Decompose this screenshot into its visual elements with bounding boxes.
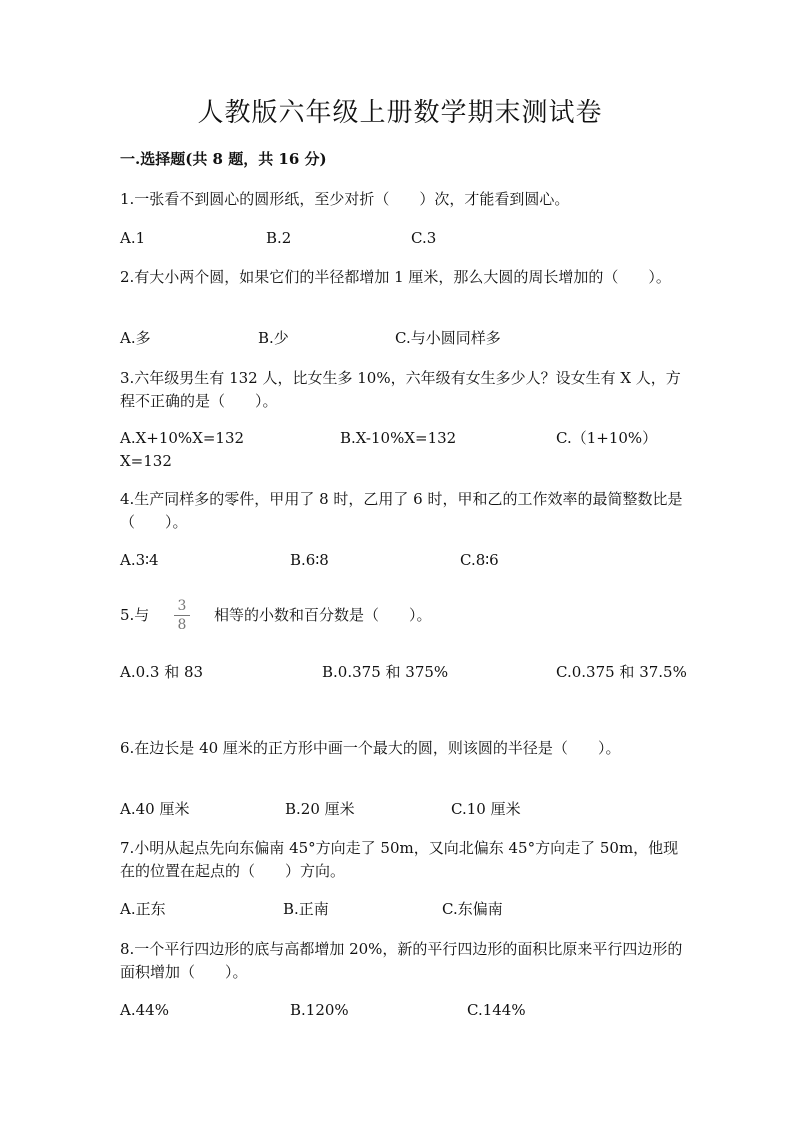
q4-option-b[interactable]: B.6∶8: [290, 551, 329, 569]
q4-option-a[interactable]: A.3∶4: [120, 551, 159, 569]
q1-option-b[interactable]: B.2: [266, 229, 292, 247]
question-7: 7.小明从起点先向东偏南 45°方向走了 50m，又向北偏东 45°方向走了 50m，他现在的位置在起点的（ ）方向。: [120, 839, 679, 880]
q8-option-b[interactable]: B.120%: [290, 1001, 349, 1019]
question-5-prefix: 5.与: [120, 606, 150, 624]
fraction-numerator: 3: [177, 598, 187, 614]
q6-option-a[interactable]: A.40 厘米: [120, 800, 190, 818]
question-6: 6.在边长是 40 厘米的正方形中画一个最大的圆，则该圆的半径是（ ）。: [120, 739, 621, 757]
q8-option-c[interactable]: C.144%: [467, 1001, 526, 1019]
fraction-three-eighths: [174, 598, 190, 633]
question-5-suffix: 相等的小数和百分数是（ ）。: [214, 606, 432, 624]
fraction-denominator: 8: [177, 617, 187, 633]
q2-option-c[interactable]: C.与小圆同样多: [395, 329, 501, 347]
q7-option-a[interactable]: A.正东: [120, 900, 166, 918]
question-3: 3.六年级男生有 132 人，比女生多 10%，六年级有女生多少人？设女生有 X 人，方程不正确的是（ ）。: [120, 369, 681, 410]
q2-option-a[interactable]: A.多: [120, 329, 151, 347]
q5-option-b[interactable]: B.0.375 和 375%: [322, 663, 449, 681]
q1-option-a[interactable]: A.1: [120, 229, 146, 247]
fraction-bar: [174, 615, 190, 616]
q6-option-c[interactable]: C.10 厘米: [451, 800, 521, 818]
question-8: 8.一个平行四边形的底与高都增加 20%，新的平行四边形的面积比原来平行四边形的面积增加（ ）。: [120, 940, 683, 981]
q8-option-a[interactable]: A.44%: [120, 1001, 169, 1019]
q1-option-c[interactable]: C.3: [411, 229, 437, 247]
q3-option-a[interactable]: A.X+10%X=132: [120, 429, 245, 447]
page-title: 人教版六年级上册数学期末测试卷: [197, 98, 603, 128]
q4-option-c[interactable]: C.8∶6: [460, 551, 499, 569]
q6-option-b[interactable]: B.20 厘米: [285, 800, 355, 818]
question-1: 1.一张看不到圆心的圆形纸，至少对折（ ）次，才能看到圆心。: [120, 190, 570, 208]
q5-option-c[interactable]: C.0.375 和 37.5%: [556, 663, 687, 681]
q3-option-c[interactable]: C.（1+10%）: [556, 429, 658, 447]
q5-option-a[interactable]: A.0.3 和 83: [120, 663, 204, 681]
q7-option-c[interactable]: C.东偏南: [442, 900, 503, 918]
question-4: 4.生产同样多的零件，甲用了 8 时，乙用了 6 时，甲和乙的工作效率的最简整数比是（ ）。: [120, 490, 683, 531]
q7-option-b[interactable]: B.正南: [283, 900, 329, 918]
q2-option-b[interactable]: B.少: [258, 329, 289, 347]
question-2: 2.有大小两个圆，如果它们的半径都增加 1 厘米，那么大圆的周长增加的（ ）。: [120, 268, 671, 286]
q3-option-c-continued: X=132: [120, 452, 172, 470]
section-heading: 一.选择题(共 8 题，共 16 分): [120, 150, 327, 168]
q3-option-b[interactable]: B.X-10%X=132: [340, 429, 457, 447]
